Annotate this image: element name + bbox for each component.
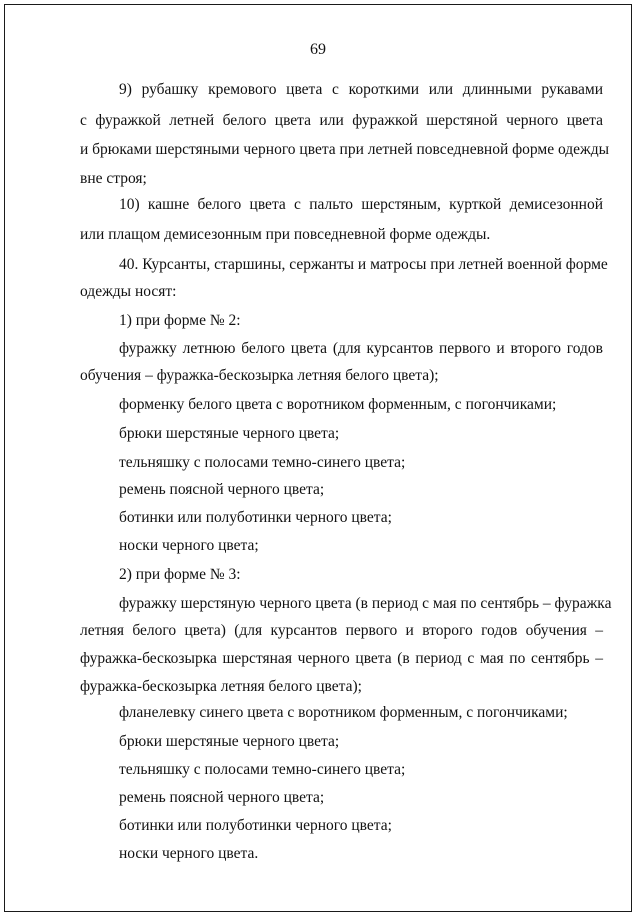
text-line: фланелевку синего цвета с воротником форменным, с погончиками;	[119, 704, 568, 721]
page-number: 69	[310, 41, 326, 58]
text-line: 1) при форме № 2:	[119, 312, 241, 329]
text-line: фуражка-бескозырка летняя белого цвета);	[80, 678, 362, 695]
text-line: форменку белого цвета с воротником форменным, с погончиками;	[119, 396, 557, 413]
text-line: 40. Курсанты, старшины, сержанты и матросы при летней военной форме	[119, 256, 608, 273]
text-line: брюки шерстяные черного цвета;	[119, 425, 340, 442]
text-line: 9) рубашку кремового цвета с короткими или длинными рукавами	[119, 81, 603, 98]
text-line: обучения – фуражка-бескозырка летняя белого цвета);	[80, 367, 439, 384]
text-line: 10) кашне белого цвета с пальто шерстяным, курткой демисезонной	[119, 196, 603, 213]
text-line: фуражка-бескозырка шерстяная черного цвета (в период с мая по сентябрь –	[80, 650, 603, 667]
document-page	[4, 4, 632, 912]
text-line: 2) при форме № 3:	[119, 566, 241, 583]
text-line: вне строя;	[80, 170, 147, 187]
text-line: одежды носят:	[80, 283, 177, 300]
text-line: и брюками шерстяными черного цвета при летней повседневной форме одежды	[80, 141, 610, 158]
text-line: летняя белого цвета) (для курсантов первого и второго годов обучения –	[80, 622, 603, 639]
text-line: тельняшку с полосами темно-синего цвета;	[119, 454, 406, 471]
text-line: ботинки или полуботинки черного цвета;	[119, 509, 392, 526]
text-line: брюки шерстяные черного цвета;	[119, 733, 340, 750]
text-line: фуражку шерстяную черного цвета (в период с мая по сентябрь – фуражка	[119, 595, 612, 612]
text-line: ботинки или полуботинки черного цвета;	[119, 817, 392, 834]
text-line: с фуражкой летней белого цвета или фуражкой шерстяной черного цвета	[80, 112, 603, 129]
text-line: тельняшку с полосами темно-синего цвета;	[119, 761, 406, 778]
text-line: носки черного цвета;	[119, 537, 259, 554]
text-line: носки черного цвета.	[119, 845, 259, 862]
text-line: фуражку летнюю белого цвета (для курсантов первого и второго годов	[119, 340, 603, 357]
text-line: ремень поясной черного цвета;	[119, 789, 325, 806]
text-line: или плащом демисезонным при повседневной форме одежды.	[80, 226, 491, 243]
text-line: ремень поясной черного цвета;	[119, 481, 325, 498]
